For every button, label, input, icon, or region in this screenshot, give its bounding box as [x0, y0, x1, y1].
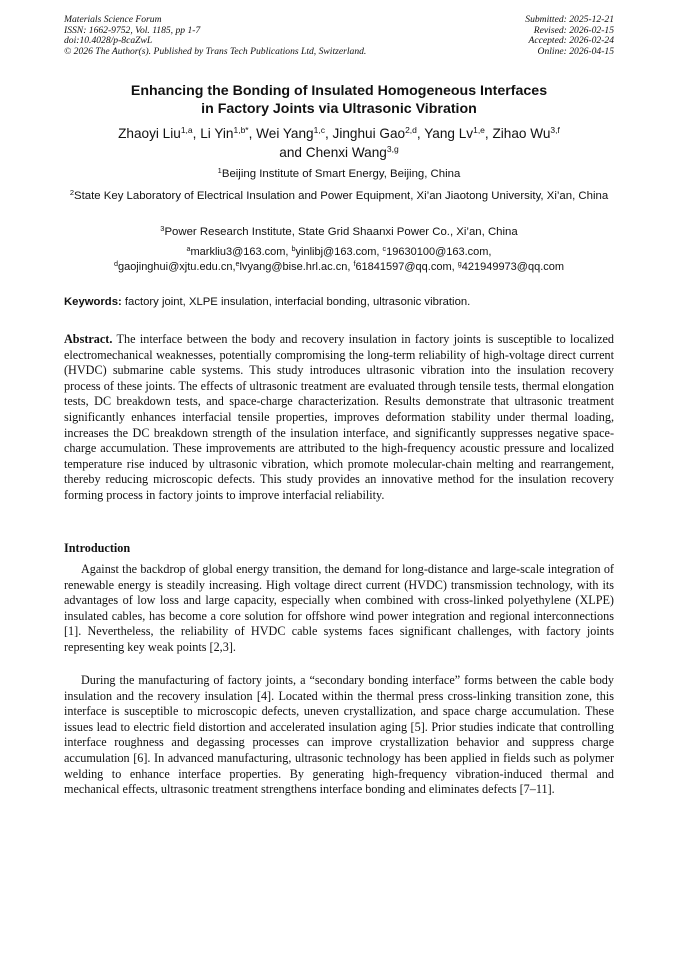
copyright-line: © 2026 The Author(s). Published by Trans Tech Publications Ltd, Switzerland. — [64, 45, 367, 57]
accepted-date: Accepted: 2026-02-24 — [528, 35, 614, 47]
author-name: Zhaoyi Liu — [118, 126, 181, 141]
intro-paragraph-2: During the manufacturing of factory joints, a “secondary bonding interface” forms between the cable body insulation and the recovery insulation [4]. Located within the thermal press cross-linking transition zone, this interface is susceptible to microscopic defects, uneven crystallization, and space charge accumulation. These issues lead to electric field distortion and accelerated insulation aging [5]. Prior studies indicate that controlling interface roughness and degassing processes can improve crystallization behavior and suppress charge accumulation [6]. In advanced manufacturing, ultrasonic technology has been applied in fields such as polymer welding to enhance interface properties. By generating high-frequency vibration-induced thermal and mechanical effects, ultrasonic treatment strengthens interface bonding and eliminates defects [7–11]. — [64, 673, 614, 797]
author-affil-sup: 1,e — [473, 125, 485, 135]
affiliation-text: Beijing Institute of Smart Energy, Beijing, China — [221, 168, 461, 180]
author-sep: , — [324, 126, 333, 141]
author-affil-sup: 2,d — [405, 125, 417, 135]
email-sup: c — [382, 244, 387, 253]
author-affil-sup: 1,a — [180, 125, 193, 135]
paper-title — [64, 82, 614, 118]
email-text: markliu3@163.com, — [190, 246, 292, 258]
email-text: gaojinghui@xjtu.edu.cn, — [117, 261, 236, 273]
author-sep: , — [484, 126, 493, 141]
submitted-date: Submitted: 2025-12-21 — [525, 14, 614, 25]
author-sep: , — [416, 126, 425, 141]
keywords — [64, 295, 614, 309]
online-date: Online: 2026-04-15 — [537, 45, 614, 57]
affiliation-sup: 2 — [69, 188, 74, 197]
email-sup: a — [186, 244, 191, 253]
author-affil-sup: 1,c — [313, 125, 325, 135]
author-sep: , — [248, 126, 257, 141]
abstract-text: The interface between the body and recovery insulation in factory joints is susceptible to localized electromechanical weaknesses, potentially compromising the long-term reliability of high-voltage direct current (HVDC) submarine cable systems. This study introduces ultrasonic vibration into the insulation recovery process of these joints. The effects of ultrasonic treatment are evaluated through tensile tests, thermal elongation tests, DC breakdown tests, and space-charge characterization. Results demonstrate that ultrasonic treatment significantly enhances interfacial tensile properties, improves deformation stability under thermal loading, increases the DC breakdown strength of the insulation interface, and significantly suppresses negative space-charge accumulation. These improvements are attributed to the high-frequency acoustic pressure and localized temperature rise induced by ultrasonic vibration, which promote molecular-chain melting and rearrangement, thereby reducing microscopic defects. This study provides an innovative method for the insulation recovery forming process in factory joints to improve interfacial reliability. — [64, 332, 614, 502]
affiliation-sup: 1 — [217, 166, 222, 175]
author-affil-sup: 1,b* — [233, 125, 249, 135]
author-affil-sup: 3,g — [386, 144, 399, 154]
affiliation-text: State Key Laboratory of Electrical Insulation and Power Equipment, Xi’an Jiaotong University, Xi’an, China — [74, 190, 609, 202]
title-line-2: in Factory Joints via Ultrasonic Vibration — [201, 101, 477, 117]
author-name: Wei Yang — [256, 126, 314, 141]
email-sup: b — [291, 244, 296, 253]
email-text: 421949973@qq.com — [461, 261, 565, 273]
affiliation-1 — [64, 167, 614, 182]
email-line-1 — [64, 245, 614, 260]
email-sup: e — [235, 259, 240, 268]
abstract-label: Abstract. — [64, 332, 113, 346]
title-line-1: Enhancing the Bonding of Insulated Homogeneous Interfaces — [130, 83, 548, 99]
email-sup: g — [457, 259, 462, 268]
journal-header-right — [525, 15, 614, 57]
author-affil-sup: 3,f — [550, 125, 560, 135]
issn-line: ISSN: 1662-9752, Vol. 1185, pp 1-7 — [64, 24, 201, 36]
author-name: Li Yin — [200, 126, 234, 141]
affiliation-3 — [64, 225, 614, 240]
keywords-label: Keywords: — [64, 296, 122, 308]
author-line-1 — [64, 124, 614, 143]
email-text: 19630100@163.com, — [386, 246, 492, 258]
affiliation-text: Power Research Institute, State Grid Shaanxi Power Co., Xi’an, China — [164, 226, 518, 238]
journal-name: Materials Science Forum — [64, 14, 162, 25]
doi-line: doi:10.4028/p-8caZwL — [64, 35, 153, 47]
author-emails — [64, 245, 614, 275]
intro-paragraph-1: Against the backdrop of global energy transition, the demand for long-distance and large-scale integration of renewable energy is steadily increasing. High voltage direct current (HVDC) transmission technology, with its advantages of low loss and large capacity, especially when combined with cross-linked polyethylene (XLPE) insulated cables, has become a core solution for offshore wind power integration and regional interconnections [1]. Nevertheless, the reliability of HVDC cable systems faces significant challenges, with factory joints representing key weak points [2,3]. — [64, 562, 614, 654]
revised-date: Revised: 2026-02-15 — [533, 24, 614, 36]
email-text: yinlibj@163.com, — [295, 246, 383, 258]
journal-header-left — [64, 15, 366, 57]
author-sep: , — [192, 126, 201, 141]
abstract — [64, 332, 614, 504]
affiliation-sup: 3 — [160, 224, 165, 233]
affiliation-2 — [64, 189, 614, 204]
author-line-2 — [64, 143, 614, 162]
email-text: 61841597@qq.com, — [355, 261, 458, 273]
email-line-2 — [64, 260, 614, 275]
author-list — [64, 124, 614, 162]
author-name: Jinghui Gao — [332, 126, 406, 141]
email-sup: d — [113, 259, 118, 268]
email-text: lvyang@bise.hrl.ac.cn, — [239, 261, 354, 273]
keywords-text: factory joint, XLPE insulation, interfacial bonding, ultrasonic vibration. — [121, 296, 471, 308]
email-sup: f — [353, 259, 356, 268]
author-name: Yang Lv — [424, 126, 474, 141]
author-name: and Chenxi Wang — [279, 145, 387, 160]
author-name: Zihao Wu — [492, 126, 551, 141]
section-heading-introduction: Introduction — [64, 541, 131, 555]
